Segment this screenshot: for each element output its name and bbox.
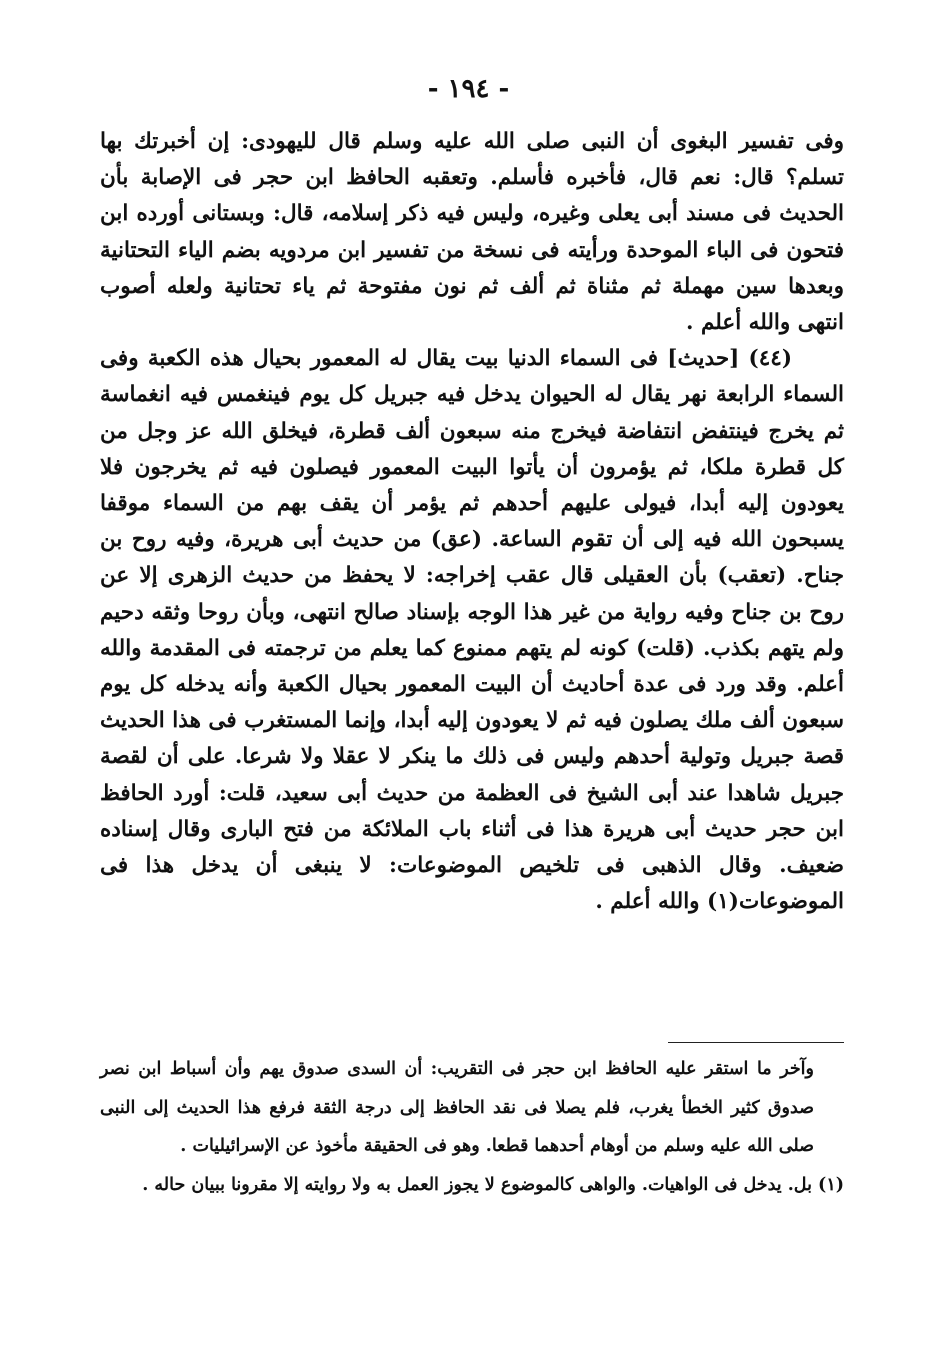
main-text (100, 124, 844, 920)
paragraph-tafsir-baghawi: وفى تفسير البغوى أن النبى صلى الله عليه وسلم قال لليهودى: إن أخبرتك بها تسلم؟ قال: نعم قال، فأخبره فأسلم. وتعقبه الحافظ ابن حجر فى الإصابة بأن الحديث فى مسند أبى يعلى وغيره، وليس فيه ذكر إسلامه، قال: وبستانى أورده ابن فتحون فى الباء الموحدة ورأيته فى نسخة من تفسير ابن مردويه بضم الياء التحتانية وبعدها سين مهملة ثم مثناة ثم ألف ثم نون مفتوحة ثم ياء تحتانية ولعله أصوب انتهى والله أعلم . (100, 129, 844, 336)
footnote-continuation: وآخر ما استقر عليه الحافظ ابن حجر فى التقريب: أن السدى صدوق يهم وأن أسباط ابن نصر صدوق كثير الخطأ يغرب، فلم يصلا فى نقد الحافظ إلى درجة الثقة فرفع هذا الحديث إلى النبى صلى الله عليه وسلم من أوهام أحدهما قطعا. وهو فى الحقيقة مأخوذ عن الإسرائيليات . (100, 1059, 814, 1156)
paragraph-hadith-44: (٤٤) [حديث] فى السماء الدنيا بيت يقال له المعمور بحيال هذه الكعبة وفى السماء الرابعة نهر يقال له الحيوان يدخل فيه جبريل كل يوم فينغمس فيه انغماسة ثم يخرج فينتفض انتفاضة فيخرج منه سبعون ألف قطرة، فيخلق الله عز وجل من كل قطرة ملكا، ثم يؤمرون أن يأتوا البيت المعمور فيصلون فيه ثم يخرجون فلا يعودون إليه أبدا، فيولى عليهم أحدهم ثم يؤمر أن يقف بهم من السماء موقفا يسبحون الله فيه إلى أن تقوم الساعة. (عق) من حديث أبى هريرة، وفيه روح بن جناح. (تعقب) بأن العقيلى قال عقب إخراجه: لا يحفظ من حديث الزهرى إلا عن روح بن جناح وفيه رواية من غير هذا الوجه بإسناد صالح انتهى، وبأن روحا وثقه دحيم ولم يتهم بكذب. (قلت) كونه لم يتهم ممنوع كما يعلم من ترجمته فى المقدمة والله أعلم. وقد ورد فى عدة أحاديث أن البيت المعمور بحيال الكعبة وأنه يدخله كل يوم سبعون ألف ملك يصلون فيه ثم لا يعودون إليه أبدا، وإنما المستغرب فى هذا الحديث قصة جبريل وتولية أحدهم وليس فى ذلك ما ينكر لا عقلا ولا شرعا. على أن لقصة جبريل شاهدا عند أبى الشيخ فى العظمة من حديث أبى سعيد، قلت: أورد الحافظ ابن حجر حديث أبى هريرة هذا فى أثناء باب الملائكة من فتح البارى وقال إسناده ضعيف. وقال الذهبى فى تلخيص الموضوعات: لا ينبغى أن يدخل هذا فى الموضوعات(١) والله أعلم . (100, 346, 844, 915)
footnote-1: (١) بل. يدخل فى الواهيات. والواهى كالموضوع لا يجوز العمل به ولا روايته إلا مقرونا ببيان حاله . (142, 1174, 844, 1195)
footnotes (100, 1050, 844, 1204)
footnote-divider (668, 1042, 844, 1043)
page-number: - ١٩٤ - (427, 74, 510, 104)
